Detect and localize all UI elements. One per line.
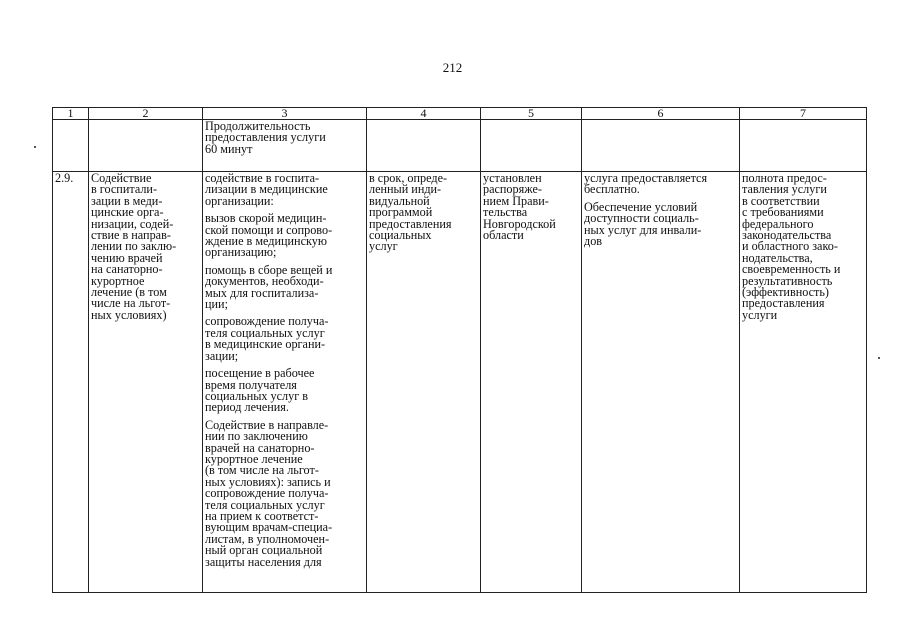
cont-cell-2 (89, 120, 203, 172)
column-number-2: 2 (89, 108, 203, 120)
table-row (53, 172, 867, 593)
column-number-4: 4 (367, 108, 481, 120)
cont-cell-5 (481, 120, 582, 172)
continuation-row (53, 120, 867, 172)
description-paragraph: содействие в госпита- лизации в медицинские организации: (205, 171, 328, 208)
service-term: в срок, опреде- ленный инди- видуальной программой предоставления социальных услуг (367, 172, 481, 593)
cont-cell-7 (740, 120, 867, 172)
column-number-1: 1 (53, 108, 89, 120)
description-paragraph: вызов скорой медицин- ской помощи и сопрово- ждение в медицинскую организацию; (205, 211, 333, 260)
service-description (203, 172, 367, 593)
column-number-7: 7 (740, 108, 867, 120)
cont-cell-6 (582, 120, 740, 172)
quality-indicators: полнота предос- тавления услуги в соответствии с требованиями федерального законодательства и областного зако- нодательства, своевременность и результативность (эффективность) предоставления услуги (740, 172, 867, 593)
description-paragraph: посещение в рабочее время получателя социальных услуг в период лечения. (205, 366, 315, 415)
description-paragraph: помощь в сборе вещей и документов, необходи- мых для госпитализа- ции; (205, 262, 333, 312)
duration-text: Продолжительность предоставления услуги 60 минут (205, 119, 326, 156)
item-number: 2.9. (53, 172, 89, 593)
cont-cell-3 (203, 120, 367, 172)
services-table (52, 107, 867, 593)
service-conditions (582, 172, 740, 593)
column-number-row (53, 108, 867, 120)
conditions-paragraph: Обеспечение условий доступности социаль- ных услуг для инвали- дов (584, 199, 702, 249)
service-tariff: установлен распоряже- нием Прави- тельства Новгородской области (481, 172, 582, 593)
description-paragraph: Содействие в направле- нии по заключению врачей на санаторно- курортное лечение (в том числе на льгот- ных условиях): запись и сопровождение получа- теля социальных услуг на прием к соответст- вующим врачам-специа- листам, в уполномочен- ный орган социальной защиты населения для (205, 417, 333, 569)
column-number-3: 3 (203, 108, 367, 120)
conditions-paragraph: услуга предоставляется бесплатно. (584, 171, 708, 197)
service-name: Содействие в госпитали- зации в меди- цинские орга- низации, содей- ствие в направ- лении по заклю- чению врачей на санаторно- курортное лечение (в том числе на льгот- ных условиях) (89, 172, 203, 593)
description-paragraph: сопровождение получа- теля социальных услуг в медицинские органи- зации; (205, 314, 329, 363)
cont-cell-1 (53, 120, 89, 172)
scan-speck (878, 357, 880, 359)
column-number-5: 5 (481, 108, 582, 120)
scan-speck (34, 146, 36, 148)
page-number: 212 (442, 60, 463, 75)
cont-cell-4 (367, 120, 481, 172)
column-number-6: 6 (582, 108, 740, 120)
